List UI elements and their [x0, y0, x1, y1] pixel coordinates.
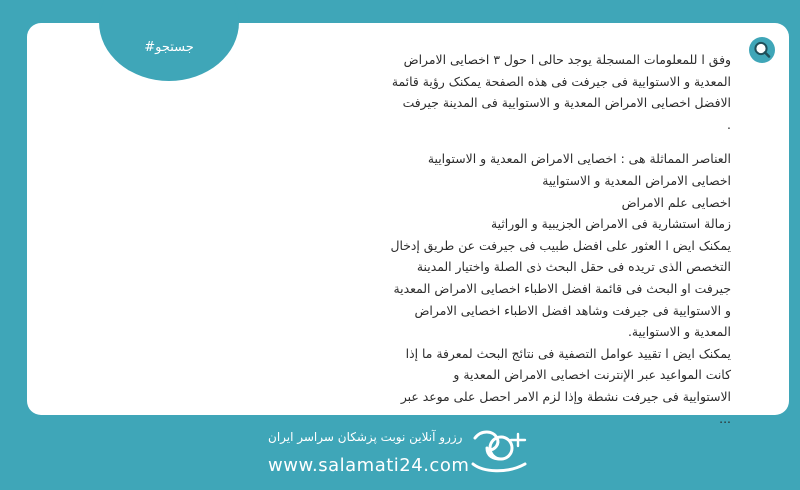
- text-line: العناصر المماثلة هی : اخصایی الامراض المعدية و الاستوایية: [427, 151, 731, 167]
- text-line: المعدية و الاستوایية.: [627, 324, 731, 340]
- content-card: [27, 23, 789, 426]
- search-icon: [749, 37, 775, 63]
- details-paragraph: [191, 148, 731, 429]
- text-line: جیرفت او البحث فی قائمة افضل الاطباء اخصایی الامراض المعدية: [393, 280, 731, 296]
- search-tag-label: جستجو#: [144, 40, 194, 55]
- text-line: زمالة استشاریة فی الامراض الجزیبیة و الوراثیة: [490, 216, 731, 232]
- description-text: [191, 49, 731, 429]
- text-line: الافضل اخصایی الامراض المعدية و الاستوایية فی المدینة جیرفت: [402, 95, 731, 111]
- text-line: .: [727, 116, 731, 132]
- text-line: اخصایی الامراض المعدية و الاستوایية: [542, 172, 731, 188]
- search-badge[interactable]: [749, 37, 775, 63]
- text-line: الاستوایية فی جیرفت نشطة وإذا لزم الامر احصل علی موعد عبر: [400, 388, 731, 404]
- text-line: و الاستوایية فی جیرفت وشاهد افضل الاطباء اخصایی الامراض: [414, 302, 731, 318]
- text-line: كانت المواعید عبر الإنترنت اخصایی الامراض المعدية و: [453, 367, 731, 383]
- intro-paragraph: [191, 49, 731, 135]
- salamati24-logo: [467, 428, 533, 480]
- footer-tagline: رزرو آنلاین نوبت پزشکان سراسر ایران: [268, 430, 463, 444]
- text-line: وفق ا للمعلومات المسجلة يوجد حالی ا حول ۳ اخصایی الامراض: [403, 52, 731, 67]
- footer-url-link[interactable]: www.salamati24.com: [268, 455, 470, 476]
- text-line: ...: [719, 410, 731, 426]
- text-line: المعدية و الاستوایية فی جیرفت فی هذه الصفحة یمکنک رؤیة قائمة: [391, 73, 731, 89]
- text-line: التخصص الذی تریده فی حقل البحث ذی الصلة واختیار المدینة: [416, 259, 731, 275]
- text-line: یمکنک ایض ا تقیید عوامل التصفیة فی نتائج البحث لمعرفة ما إذا: [405, 345, 731, 361]
- text-line: اخصایی علم الامراض: [621, 194, 731, 210]
- text-line: یمکنک ایض ا العثور علی افضل طبیب فی جیرفت عن طریق إدخال: [390, 237, 731, 253]
